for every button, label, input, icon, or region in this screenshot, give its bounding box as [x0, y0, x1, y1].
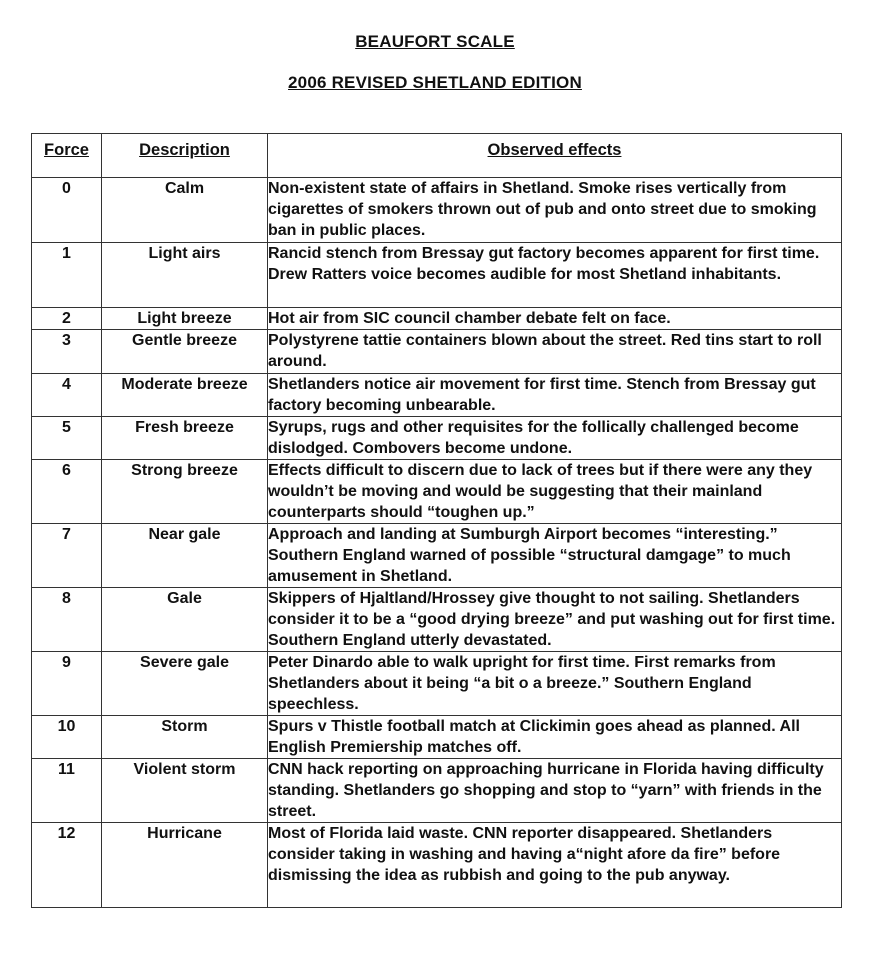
description-cell: Severe gale — [102, 652, 268, 716]
effects-cell: Spurs v Thistle football match at Clickimin goes ahead as planned. All English Premiership matches off. — [268, 716, 842, 759]
description-cell: Moderate breeze — [102, 374, 268, 417]
description-cell: Storm — [102, 716, 268, 759]
table-row — [32, 588, 842, 652]
effects-cell: Most of Florida laid waste. CNN reporter disappeared. Shetlanders consider taking in washing and having a“night afore da fire” before dismissing the idea as rubbish and going to the pub anyway. — [268, 823, 842, 908]
description-cell: Calm — [102, 178, 268, 243]
force-cell: 9 — [32, 652, 102, 716]
force-cell: 6 — [32, 460, 102, 524]
effects-cell: Approach and landing at Sumburgh Airport becomes “interesting.” Southern England warned of possible “structural damgage” to much amusement in Shetland. — [268, 524, 842, 588]
table-row — [32, 652, 842, 716]
effects-cell: Non-existent state of affairs in Shetland. Smoke rises vertically from cigarettes of smokers thrown out of pub and onto street due to smoking ban in public places. — [268, 178, 842, 243]
force-cell: 12 — [32, 823, 102, 908]
page-title: BEAUFORT SCALE — [355, 32, 515, 51]
table-row — [32, 243, 842, 308]
table-row — [32, 417, 842, 460]
page-subtitle: 2006 REVISED SHETLAND EDITION — [288, 73, 582, 92]
table-row — [32, 524, 842, 588]
effects-cell: Polystyrene tattie containers blown about the street. Red tins start to roll around. — [268, 330, 842, 374]
column-header-description: Description — [102, 134, 268, 178]
description-cell: Light breeze — [102, 308, 268, 330]
effects-cell: Hot air from SIC council chamber debate felt on face. — [268, 308, 842, 330]
force-cell: 8 — [32, 588, 102, 652]
column-header-force: Force — [32, 134, 102, 178]
effects-cell: Shetlanders notice air movement for first time. Stench from Bressay gut factory becoming unbearable. — [268, 374, 842, 417]
effects-cell: Syrups, rugs and other requisites for the follically challenged become dislodged. Combovers become undone. — [268, 417, 842, 460]
effects-cell: Skippers of Hjaltland/Hrossey give thought to not sailing. Shetlanders consider it to be a “good drying breeze” and put washing out for first time. Southern England utterly devastated. — [268, 588, 842, 652]
description-cell: Gale — [102, 588, 268, 652]
beaufort-table — [31, 133, 842, 908]
force-cell: 0 — [32, 178, 102, 243]
force-cell: 1 — [32, 243, 102, 308]
table-row — [32, 460, 842, 524]
table-row — [32, 374, 842, 417]
force-cell: 4 — [32, 374, 102, 417]
description-cell: Light airs — [102, 243, 268, 308]
effects-cell: CNN hack reporting on approaching hurricane in Florida having difficulty standing. Shetlanders go shopping and stop to “yarn” with friends in the street. — [268, 759, 842, 823]
force-cell: 3 — [32, 330, 102, 374]
table-header-row — [32, 134, 842, 178]
table-row — [32, 759, 842, 823]
effects-cell: Peter Dinardo able to walk upright for first time. First remarks from Shetlanders about it being “a bit o a breeze.” Southern England speechless. — [268, 652, 842, 716]
column-header-observed-effects: Observed effects — [268, 134, 842, 178]
effects-cell: Rancid stench from Bressay gut factory becomes apparent for first time. Drew Ratters voice becomes audible for most Shetland inhabitants. — [268, 243, 842, 308]
description-cell: Hurricane — [102, 823, 268, 908]
force-cell: 10 — [32, 716, 102, 759]
table-row — [32, 178, 842, 243]
force-cell: 11 — [32, 759, 102, 823]
description-cell: Strong breeze — [102, 460, 268, 524]
table-row — [32, 823, 842, 908]
force-cell: 5 — [32, 417, 102, 460]
force-cell: 7 — [32, 524, 102, 588]
force-cell: 2 — [32, 308, 102, 330]
effects-cell: Effects difficult to discern due to lack of trees but if there were any they wouldn’t be moving and would be suggesting that their mainland counterparts should “toughen up.” — [268, 460, 842, 524]
table-row — [32, 716, 842, 759]
description-cell: Fresh breeze — [102, 417, 268, 460]
description-cell: Violent storm — [102, 759, 268, 823]
table-row — [32, 330, 842, 374]
description-cell: Near gale — [102, 524, 268, 588]
description-cell: Gentle breeze — [102, 330, 268, 374]
table-row — [32, 308, 842, 330]
